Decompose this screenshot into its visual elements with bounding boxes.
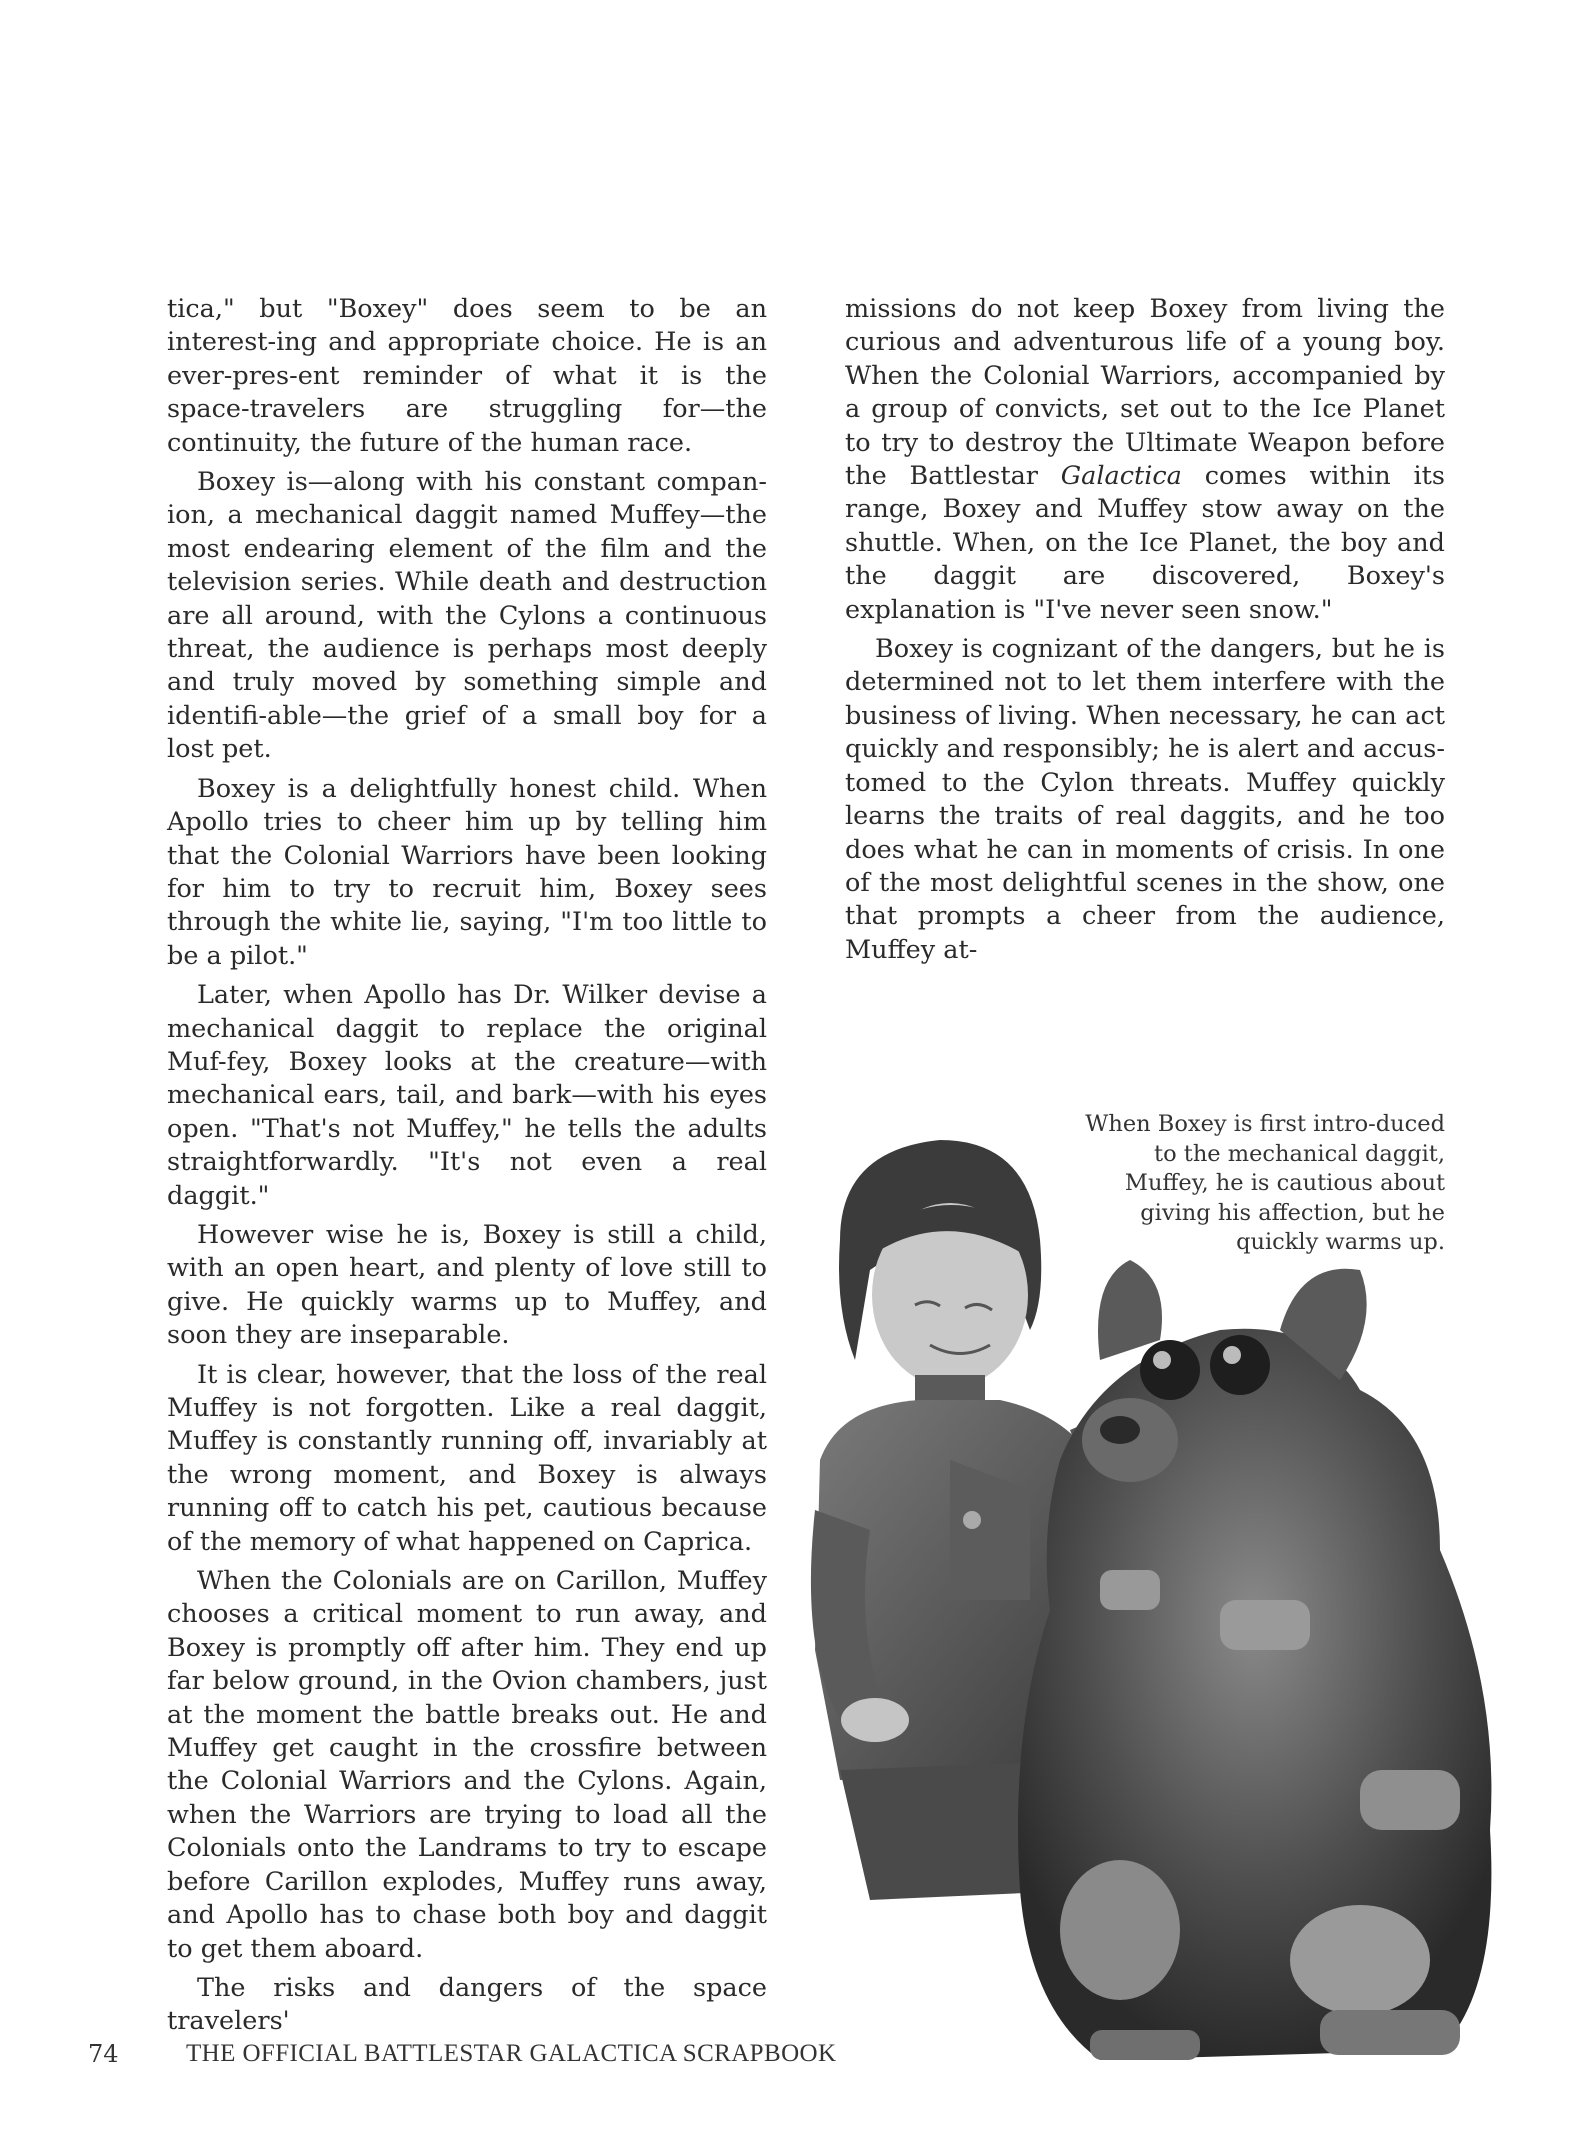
page-number: 74 <box>88 2040 119 2068</box>
right-text-column <box>845 293 1445 973</box>
left-text-column <box>167 293 767 2045</box>
paragraph: Boxey is a delightfully honest child. When Apollo tries to cheer him up by telling him that the Colonial Warriors have been looking for him to try to recruit him, Boxey sees through the white lie, saying, "I'm too little to be a pilot." <box>167 773 767 971</box>
paragraph: It is clear, however, that the loss of the real Muffey is not forgotten. Like a real daggit, Muffey is constantly running off, invariably at the wrong moment, and Boxey is always running off to catch his pet, cautious because of the memory of what happened on Caprica. <box>167 1359 767 1557</box>
paragraph: When the Colonials are on Carillon, Muffey chooses a critical moment to run away, and Boxey is promptly off after him. They end up far below ground, in the Ovion chambers, just at the moment the battle breaks out. He and Muffey get caught in the crossfire between the Colonial Warriors and the Cylons. Again, when the Warriors are trying to load all the Colonials onto the Landrams to try to escape before Carillon explodes, Muffey runs away, and Apollo has to chase both boy and daggit to get them aboard. <box>167 1566 767 1964</box>
paragraph: tica," but "Boxey" does seem to be an interest-ing and appropriate choice. He is an ever-pres-ent reminder of what it is the space-travelers are struggling for—the continuity, the future of the human race. <box>167 294 767 458</box>
paragraph: missions do not keep Boxey from living the curious and adventurous life of a young boy. When the Colonial Warriors, accompanied by a group of convicts, set out to the Ice Planet to try to destroy the Ultimate Weapon before the Battlestar Galactica comes within its range, Boxey and Muffey stow away on the shuttle. When, on the Ice Planet, the boy and the daggit are discovered, Boxey's explanation is "I've never seen snow." <box>845 294 1446 625</box>
paragraph: The risks and dangers of the space travelers' <box>167 1972 767 2037</box>
boxey-and-muffey-photo <box>800 1130 1520 2070</box>
paragraph: However wise he is, Boxey is still a child, with an open heart, and plenty of love still to give. He quickly warms up to Muffey, and soon they are inseparable. <box>167 1219 767 1351</box>
photo-caption: When Boxey is first intro-duced to the mechanical daggit, Muffey, he is cautious about giving his affection, but he quickly warms up. <box>1085 1111 1445 1255</box>
paragraph: Later, when Apollo has Dr. Wilker devise a mechanical daggit to replace the original Muf-fey, Boxey looks at the creature—with mechanical ears, tail, and bark—with his eyes open. "That's not Muffey," he tells the adults straightforwardly. "It's not even a real daggit." <box>167 980 767 1211</box>
running-footer-title: THE OFFICIAL BATTLESTAR GALACTICA SCRAPBOOK <box>186 2040 837 2067</box>
paragraph: Boxey is cognizant of the dangers, but he is determined not to let them interfere with the business of living. When necessary, he can act quickly and responsibly; he is alert and accus-tomed to the Cylon threats. Muffey quickly learns the traits of real daggits, and he too does what he can in moments of crisis. In one of the most delightful scenes in the show, one that prompts a cheer from the audience, Muffey at- <box>845 634 1445 965</box>
paragraph: Boxey is—along with his constant compan-ion, a mechanical daggit named Muffey—the most endearing element of the film and the television series. While death and destruction are all around, with the Cylons a continuous threat, the audience is perhaps most deeply and truly moved by something simple and identifi-able—the grief of a small boy for a lost pet. <box>167 467 767 765</box>
